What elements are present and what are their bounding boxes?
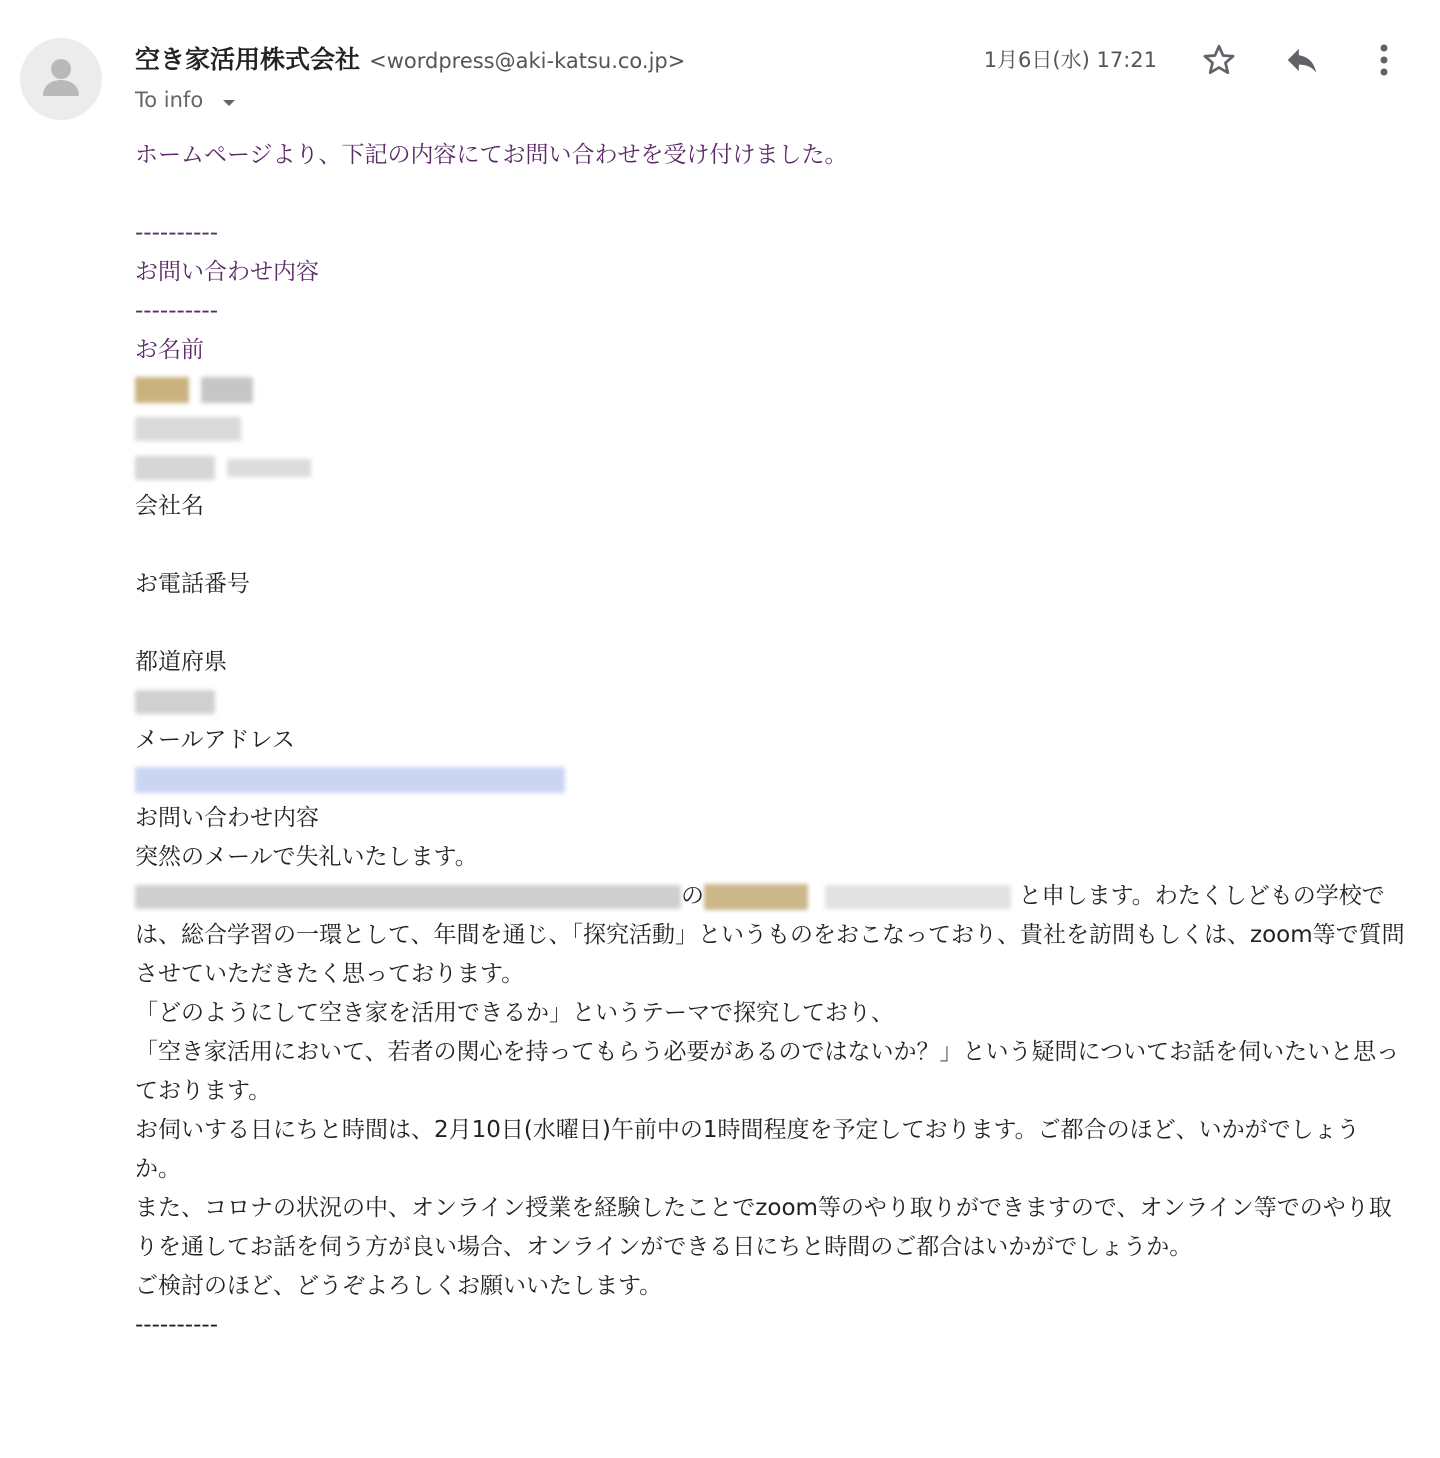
inquiry-paragraph: ご検討のほど、どうぞよろしくお願いいたします。 <box>135 1273 663 1299</box>
inquiry-paragraph <box>135 877 1405 994</box>
redacted-line <box>135 448 1410 487</box>
sender-email: <wordpress@aki-katsu.co.jp> <box>369 49 686 73</box>
redacted-block <box>135 885 681 909</box>
intro-text: ホームページより、下記の内容にてお問い合わせを受け付けました。 <box>135 142 848 168</box>
redacted-block <box>135 690 215 714</box>
avatar[interactable] <box>20 38 102 120</box>
star-outline-icon <box>1201 42 1237 78</box>
caret-down-icon[interactable] <box>222 83 236 119</box>
redacted-block <box>825 885 1011 909</box>
email-label: メールアドレス <box>135 727 295 753</box>
name-label: お名前 <box>135 337 204 363</box>
redacted-block <box>135 377 189 403</box>
redacted-block <box>135 767 565 793</box>
person-icon <box>20 38 102 120</box>
inquiry-paragraph: また、コロナの状況の中、オンライン授業を経験したことでzoom等のやり取りができますので、オンライン等でのやり取りを通してお話を伺う方が良い場合、オンラインができる日にちと時間のご都合はいかがでしょうか。 <box>135 1195 1392 1260</box>
reply-button[interactable] <box>1280 38 1324 82</box>
inquiry-paragraph: 突然のメールで失礼いたします。 <box>135 844 478 870</box>
separator: ---------- <box>135 1312 218 1338</box>
reply-icon <box>1283 41 1321 79</box>
inquiry-paragraph: お伺いする日にちと時間は、2月10日(水曜日)午前中の1時間程度を予定しております。ご都合のほど、いかがでしょうか。 <box>135 1117 1360 1182</box>
redacted-line <box>135 409 1410 448</box>
redacted-email-link[interactable] <box>135 760 1410 799</box>
inline-text: の <box>681 883 704 909</box>
company-label: 会社名 <box>135 493 204 519</box>
redacted-block <box>704 884 808 910</box>
more-options-button[interactable] <box>1362 38 1406 82</box>
inquiry-paragraph: 「空き家活用において、若者の関心を持ってもらう必要があるのではないか？」という疑問についてお話を伺いたいと思っております。 <box>135 1039 1400 1104</box>
redacted-prefecture <box>135 682 1410 721</box>
redacted-block <box>135 456 215 480</box>
prefecture-label: 都道府県 <box>135 649 227 675</box>
sender-line <box>135 38 685 85</box>
vertical-dots-icon <box>1379 43 1389 77</box>
redacted-block <box>201 377 253 403</box>
email-date: 1月6日(水) 17:21 <box>983 48 1157 72</box>
star-button[interactable] <box>1197 38 1241 82</box>
phone-label: お電話番号 <box>135 571 250 597</box>
redacted-block <box>227 459 311 477</box>
separator: ---------- <box>135 220 218 246</box>
sender-name[interactable]: 空き家活用株式会社 <box>135 45 361 74</box>
message-body <box>135 136 1410 1345</box>
inquiry-paragraph: 「どのようにして空き家を活用できるか」というテーマで探究しており、 <box>135 1000 894 1026</box>
separator: ---------- <box>135 298 218 324</box>
section-title: お問い合わせ内容 <box>135 259 319 285</box>
recipient-toggle[interactable] <box>135 82 236 118</box>
redacted-name <box>135 370 1410 409</box>
redacted-block <box>135 417 241 441</box>
inline-text: と申します。わたくしどもの学校では、総合学習の一環として、年間を通じ、「探究活動」というものをおこなっており、貴社を訪問もしくは、zoom等で質問させていただきたく思っております。 <box>135 883 1405 987</box>
recipient-label: To info <box>135 88 204 112</box>
inquiry-label: お問い合わせ内容 <box>135 805 319 831</box>
